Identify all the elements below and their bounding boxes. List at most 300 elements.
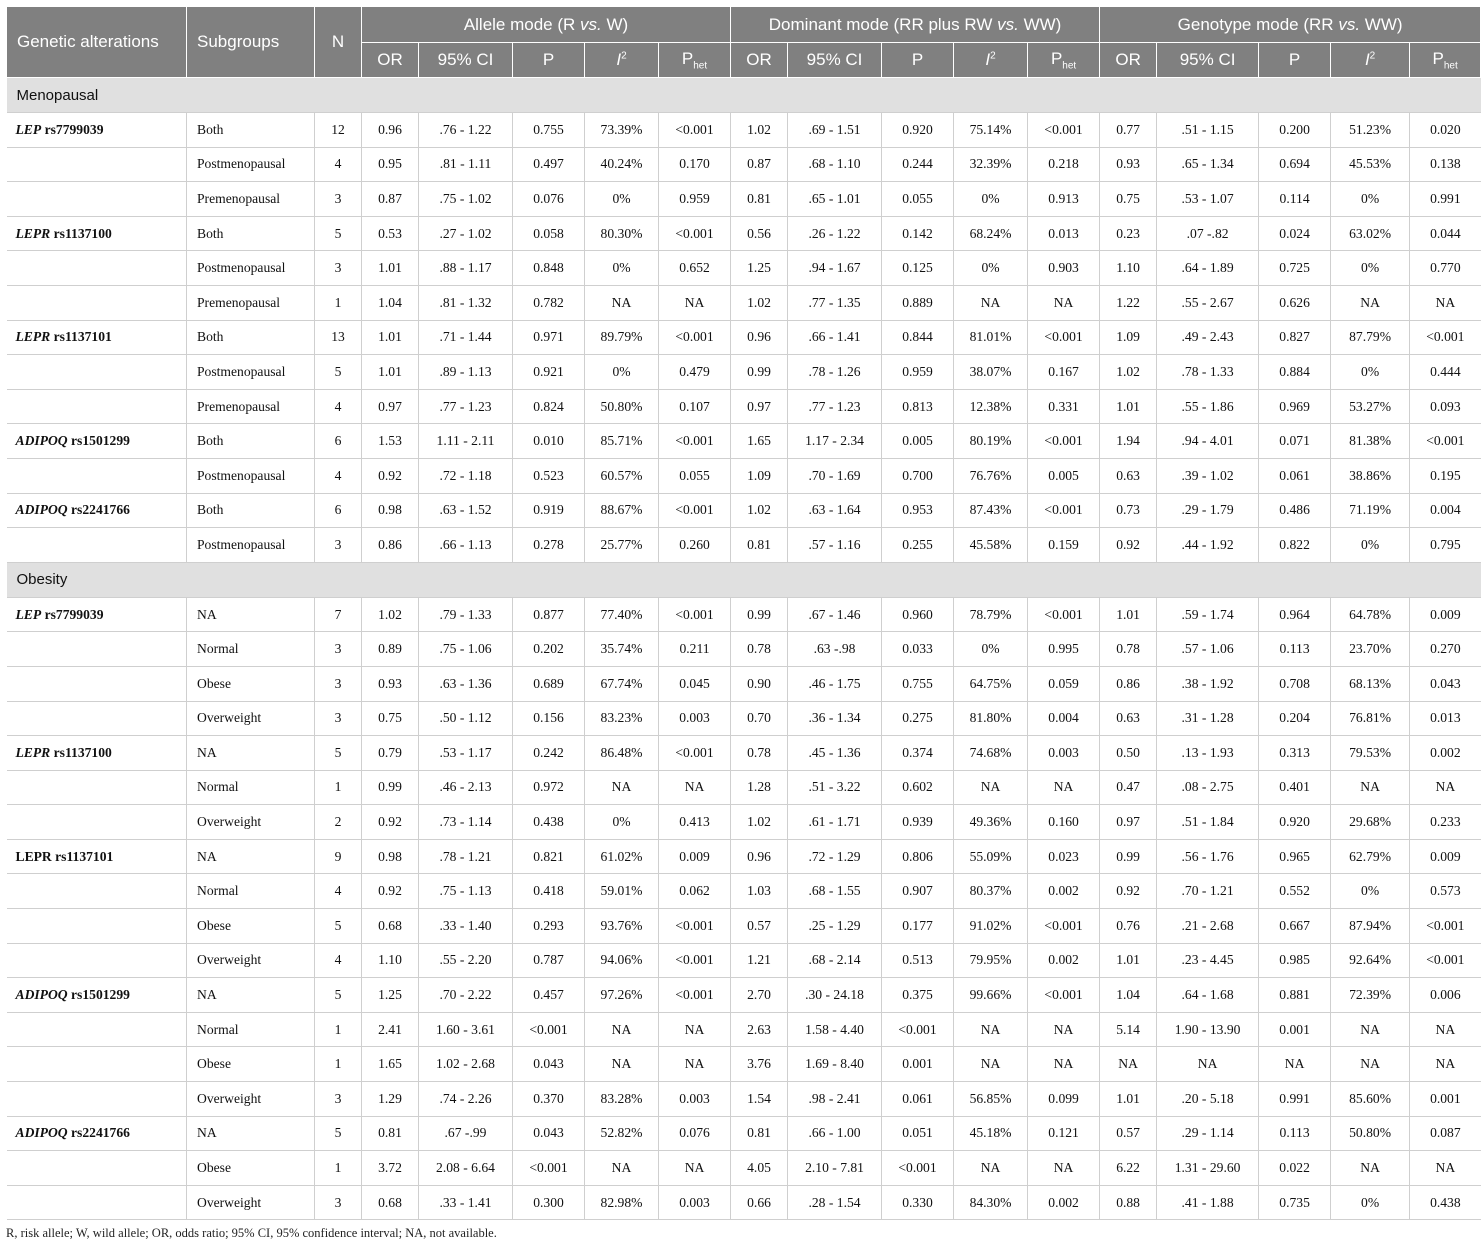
cell-dominant-or: 0.56 <box>731 216 788 251</box>
cell-genotype-p: 0.001 <box>1259 1012 1331 1047</box>
cell-allele-phet: 0.003 <box>659 1082 731 1117</box>
cell-dominant-i2: 32.39% <box>954 147 1028 182</box>
cell-dominant-phet: NA <box>1028 1151 1100 1186</box>
cell-dominant-or: 1.02 <box>731 285 788 320</box>
cell-genotype-p: 0.920 <box>1259 805 1331 840</box>
table-row <box>7 736 1481 771</box>
cell-allele-phet: <0.001 <box>659 493 731 528</box>
cell-allele-or: 0.92 <box>362 458 419 493</box>
cell-genotype-or: 0.73 <box>1100 493 1157 528</box>
cell-dominant-p: <0.001 <box>882 1151 954 1186</box>
cell-genotype-or: 1.02 <box>1100 355 1157 390</box>
cell-subgroup: Normal <box>187 874 315 909</box>
table-row <box>7 1082 1481 1117</box>
cell-dominant-phet: 0.059 <box>1028 666 1100 701</box>
cell-allele-or: 1.25 <box>362 978 419 1013</box>
cell-dominant-i2: 49.36% <box>954 805 1028 840</box>
cell-dominant-ci: .67 - 1.46 <box>788 597 882 632</box>
cell-allele-ci: .55 - 2.20 <box>419 943 513 978</box>
cell-dominant-p: 0.375 <box>882 978 954 1013</box>
cell-allele-or: 1.01 <box>362 251 419 286</box>
cell-dominant-i2: 55.09% <box>954 839 1028 874</box>
cell-allele-phet: NA <box>659 285 731 320</box>
cell-allele-ci: .46 - 2.13 <box>419 770 513 805</box>
cell-genotype-i2: 92.64% <box>1331 943 1410 978</box>
cell-allele-or: 0.86 <box>362 528 419 563</box>
cell-genotype-or: 1.10 <box>1100 251 1157 286</box>
cell-genotype-ci: .21 - 2.68 <box>1157 909 1259 944</box>
cell-dominant-ci: .98 - 2.41 <box>788 1082 882 1117</box>
cell-genotype-or: 0.77 <box>1100 113 1157 148</box>
cell-allele-p: 0.497 <box>513 147 585 182</box>
table-row <box>7 805 1481 840</box>
cell-subgroup: NA <box>187 736 315 771</box>
cell-dominant-p: 0.244 <box>882 147 954 182</box>
cell-allele-or: 0.99 <box>362 770 419 805</box>
cell-dominant-or: 1.54 <box>731 1082 788 1117</box>
cell-allele-phet: 0.055 <box>659 458 731 493</box>
cell-allele-phet: 0.045 <box>659 666 731 701</box>
cell-subgroup: Obese <box>187 909 315 944</box>
cell-genetic-alteration <box>7 1185 187 1220</box>
cell-genotype-ci: .38 - 1.92 <box>1157 666 1259 701</box>
cell-dominant-phet: <0.001 <box>1028 320 1100 355</box>
cell-allele-ci: .63 - 1.52 <box>419 493 513 528</box>
cell-genotype-i2: 38.86% <box>1331 458 1410 493</box>
table-row <box>7 389 1481 424</box>
cell-dominant-phet: <0.001 <box>1028 113 1100 148</box>
cell-allele-p: 0.043 <box>513 1047 585 1082</box>
cell-genotype-or: 1.09 <box>1100 320 1157 355</box>
cell-genotype-ci: .13 - 1.93 <box>1157 736 1259 771</box>
cell-dominant-ci: .26 - 1.22 <box>788 216 882 251</box>
cell-allele-phet: NA <box>659 1012 731 1047</box>
cell-genetic-alteration: LEPR rs1137100 <box>7 216 187 251</box>
cell-dominant-i2: NA <box>954 1151 1028 1186</box>
cell-genotype-i2: 50.80% <box>1331 1116 1410 1151</box>
cell-allele-phet: NA <box>659 770 731 805</box>
cell-allele-or: 0.96 <box>362 113 419 148</box>
cell-dominant-p: 0.513 <box>882 943 954 978</box>
cell-dominant-ci: 1.69 - 8.40 <box>788 1047 882 1082</box>
cell-dominant-or: 1.02 <box>731 805 788 840</box>
header-genotype-p: P <box>1259 43 1331 78</box>
cell-genotype-ci: .64 - 1.68 <box>1157 978 1259 1013</box>
table-row <box>7 424 1481 459</box>
cell-dominant-phet: 0.995 <box>1028 632 1100 667</box>
cell-dominant-i2: NA <box>954 1047 1028 1082</box>
cell-allele-i2: 0% <box>585 182 659 217</box>
cell-genotype-i2: NA <box>1331 1012 1410 1047</box>
cell-dominant-i2: 78.79% <box>954 597 1028 632</box>
cell-genotype-or: 1.01 <box>1100 943 1157 978</box>
cell-dominant-phet: <0.001 <box>1028 909 1100 944</box>
cell-allele-i2: 88.67% <box>585 493 659 528</box>
cell-genotype-or: 5.14 <box>1100 1012 1157 1047</box>
header-genetic-alterations: Genetic alterations <box>7 7 187 78</box>
cell-dominant-i2: 74.68% <box>954 736 1028 771</box>
cell-dominant-i2: 0% <box>954 182 1028 217</box>
cell-dominant-phet: 0.160 <box>1028 805 1100 840</box>
cell-genotype-ci: NA <box>1157 1047 1259 1082</box>
cell-allele-i2: 82.98% <box>585 1185 659 1220</box>
cell-dominant-phet: 0.004 <box>1028 701 1100 736</box>
cell-allele-ci: .75 - 1.02 <box>419 182 513 217</box>
header-genotype-phet: $P_{het}$ <box>1410 43 1481 78</box>
cell-allele-p: 0.971 <box>513 320 585 355</box>
cell-genotype-ci: 1.90 - 13.90 <box>1157 1012 1259 1047</box>
cell-allele-p: 0.438 <box>513 805 585 840</box>
cell-genotype-p: 0.204 <box>1259 701 1331 736</box>
table-row <box>7 1116 1481 1151</box>
cell-genetic-alteration <box>7 1047 187 1082</box>
cell-subgroup: Overweight <box>187 1185 315 1220</box>
cell-allele-ci: .70 - 2.22 <box>419 978 513 1013</box>
cell-allele-p: 0.418 <box>513 874 585 909</box>
cell-dominant-or: 1.03 <box>731 874 788 909</box>
cell-dominant-i2: NA <box>954 770 1028 805</box>
cell-genotype-phet: 0.087 <box>1410 1116 1481 1151</box>
cell-allele-or: 0.98 <box>362 839 419 874</box>
cell-genetic-alteration: ADIPOQ rs2241766 <box>7 493 187 528</box>
cell-allele-phet: NA <box>659 1151 731 1186</box>
cell-allele-or: 1.01 <box>362 320 419 355</box>
table-footnote: R, risk allele; W, wild allele; OR, odds ratio; 95% CI, 95% confidence interval; NA, not available. <box>6 1226 497 1241</box>
cell-n: 12 <box>315 113 362 148</box>
cell-genetic-alteration: ADIPOQ rs1501299 <box>7 424 187 459</box>
cell-genetic-alteration <box>7 632 187 667</box>
cell-dominant-ci: .66 - 1.00 <box>788 1116 882 1151</box>
cell-genotype-phet: 0.991 <box>1410 182 1481 217</box>
cell-allele-or: 1.01 <box>362 355 419 390</box>
cell-allele-or: 0.92 <box>362 874 419 909</box>
table-row <box>7 1012 1481 1047</box>
table-row <box>7 909 1481 944</box>
cell-dominant-ci: .46 - 1.75 <box>788 666 882 701</box>
cell-allele-ci: .81 - 1.32 <box>419 285 513 320</box>
cell-genotype-ci: .94 - 4.01 <box>1157 424 1259 459</box>
cell-genotype-p: 0.991 <box>1259 1082 1331 1117</box>
cell-genotype-ci: .29 - 1.79 <box>1157 493 1259 528</box>
cell-genotype-ci: .29 - 1.14 <box>1157 1116 1259 1151</box>
cell-allele-ci: .81 - 1.11 <box>419 147 513 182</box>
cell-dominant-p: <0.001 <box>882 1012 954 1047</box>
cell-allele-p: <0.001 <box>513 1012 585 1047</box>
cell-dominant-p: 0.907 <box>882 874 954 909</box>
cell-dominant-or: 0.90 <box>731 666 788 701</box>
cell-genotype-ci: .56 - 1.76 <box>1157 839 1259 874</box>
cell-genotype-ci: .08 - 2.75 <box>1157 770 1259 805</box>
cell-allele-p: 0.755 <box>513 113 585 148</box>
cell-dominant-or: 1.65 <box>731 424 788 459</box>
cell-genotype-i2: 0% <box>1331 355 1410 390</box>
cell-genotype-i2: 72.39% <box>1331 978 1410 1013</box>
cell-dominant-ci: .68 - 2.14 <box>788 943 882 978</box>
cell-dominant-ci: 2.10 - 7.81 <box>788 1151 882 1186</box>
cell-dominant-phet: 0.003 <box>1028 736 1100 771</box>
cell-genotype-ci: .59 - 1.74 <box>1157 597 1259 632</box>
cell-dominant-i2: 12.38% <box>954 389 1028 424</box>
cell-genotype-or: 1.01 <box>1100 1082 1157 1117</box>
cell-allele-i2: 97.26% <box>585 978 659 1013</box>
cell-dominant-p: 0.374 <box>882 736 954 771</box>
header-dominant-p: P <box>882 43 954 78</box>
cell-allele-or: 0.79 <box>362 736 419 771</box>
table-row <box>7 182 1481 217</box>
cell-allele-or: 3.72 <box>362 1151 419 1186</box>
cell-n: 13 <box>315 320 362 355</box>
table-row <box>7 839 1481 874</box>
cell-genotype-p: 0.486 <box>1259 493 1331 528</box>
cell-allele-i2: 59.01% <box>585 874 659 909</box>
cell-genotype-p: 0.969 <box>1259 389 1331 424</box>
cell-genotype-or: 0.78 <box>1100 632 1157 667</box>
table-row <box>7 458 1481 493</box>
cell-subgroup: Overweight <box>187 805 315 840</box>
cell-allele-ci: 1.60 - 3.61 <box>419 1012 513 1047</box>
cell-allele-ci: .75 - 1.13 <box>419 874 513 909</box>
cell-dominant-p: 0.939 <box>882 805 954 840</box>
cell-dominant-p: 0.813 <box>882 389 954 424</box>
cell-genotype-ci: .39 - 1.02 <box>1157 458 1259 493</box>
cell-dominant-phet: NA <box>1028 770 1100 805</box>
cell-subgroup: Both <box>187 113 315 148</box>
cell-allele-p: <0.001 <box>513 1151 585 1186</box>
cell-n: 6 <box>315 493 362 528</box>
cell-genotype-i2: 68.13% <box>1331 666 1410 701</box>
cell-allele-ci: .33 - 1.41 <box>419 1185 513 1220</box>
cell-dominant-or: 0.81 <box>731 528 788 563</box>
cell-allele-phet: 0.003 <box>659 701 731 736</box>
cell-n: 9 <box>315 839 362 874</box>
cell-allele-i2: 0% <box>585 251 659 286</box>
table-row <box>7 1047 1481 1082</box>
cell-genotype-ci: .53 - 1.07 <box>1157 182 1259 217</box>
cell-n: 5 <box>315 216 362 251</box>
cell-dominant-ci: .65 - 1.01 <box>788 182 882 217</box>
cell-dominant-ci: .61 - 1.71 <box>788 805 882 840</box>
cell-allele-phet: 0.959 <box>659 182 731 217</box>
cell-dominant-ci: 1.58 - 4.40 <box>788 1012 882 1047</box>
cell-allele-phet: 0.413 <box>659 805 731 840</box>
cell-genotype-p: 0.965 <box>1259 839 1331 874</box>
cell-dominant-i2: 0% <box>954 632 1028 667</box>
cell-genetic-alteration <box>7 909 187 944</box>
cell-dominant-i2: 38.07% <box>954 355 1028 390</box>
cell-dominant-i2: 76.76% <box>954 458 1028 493</box>
cell-allele-p: 0.689 <box>513 666 585 701</box>
cell-allele-i2: 50.80% <box>585 389 659 424</box>
cell-genotype-p: 0.884 <box>1259 355 1331 390</box>
cell-dominant-phet: 0.159 <box>1028 528 1100 563</box>
cell-dominant-or: 3.76 <box>731 1047 788 1082</box>
cell-allele-or: 1.04 <box>362 285 419 320</box>
cell-dominant-i2: 64.75% <box>954 666 1028 701</box>
cell-dominant-p: 0.602 <box>882 770 954 805</box>
cell-dominant-ci: 1.17 - 2.34 <box>788 424 882 459</box>
cell-n: 3 <box>315 1082 362 1117</box>
cell-allele-p: 0.921 <box>513 355 585 390</box>
cell-allele-or: 0.68 <box>362 1185 419 1220</box>
cell-genotype-ci: .65 - 1.34 <box>1157 147 1259 182</box>
table-row <box>7 666 1481 701</box>
cell-genetic-alteration <box>7 770 187 805</box>
cell-allele-or: 1.53 <box>362 424 419 459</box>
header-dominant-phet: $P_{het}$ <box>1028 43 1100 78</box>
cell-subgroup: Normal <box>187 770 315 805</box>
cell-genotype-phet: 0.233 <box>1410 805 1481 840</box>
cell-subgroup: Premenopausal <box>187 285 315 320</box>
cell-dominant-p: 0.330 <box>882 1185 954 1220</box>
cell-allele-p: 0.202 <box>513 632 585 667</box>
cell-genetic-alteration: LEPR rs1137101 <box>7 839 187 874</box>
cell-genotype-phet: <0.001 <box>1410 909 1481 944</box>
cell-genetic-alteration: LEPR rs1137100 <box>7 736 187 771</box>
cell-dominant-phet: 0.002 <box>1028 943 1100 978</box>
cell-allele-phet: 0.009 <box>659 839 731 874</box>
cell-genotype-phet: 0.009 <box>1410 839 1481 874</box>
cell-genetic-alteration <box>7 874 187 909</box>
cell-genotype-p: 0.113 <box>1259 1116 1331 1151</box>
cell-allele-or: 1.65 <box>362 1047 419 1082</box>
cell-allele-i2: 67.74% <box>585 666 659 701</box>
cell-genotype-phet: 0.043 <box>1410 666 1481 701</box>
cell-allele-ci: .50 - 1.12 <box>419 701 513 736</box>
cell-allele-i2: 93.76% <box>585 909 659 944</box>
cell-genotype-i2: 0% <box>1331 182 1410 217</box>
cell-genotype-i2: 63.02% <box>1331 216 1410 251</box>
cell-subgroup: Both <box>187 320 315 355</box>
section-row <box>7 562 1481 597</box>
cell-dominant-ci: .36 - 1.34 <box>788 701 882 736</box>
cell-genotype-or: 1.04 <box>1100 978 1157 1013</box>
cell-dominant-p: 0.142 <box>882 216 954 251</box>
cell-dominant-ci: .77 - 1.35 <box>788 285 882 320</box>
cell-dominant-ci: .66 - 1.41 <box>788 320 882 355</box>
cell-allele-p: 0.821 <box>513 839 585 874</box>
cell-dominant-p: 0.959 <box>882 355 954 390</box>
cell-n: 5 <box>315 978 362 1013</box>
cell-allele-i2: 85.71% <box>585 424 659 459</box>
cell-allele-or: 0.68 <box>362 909 419 944</box>
cell-dominant-ci: .69 - 1.51 <box>788 113 882 148</box>
cell-n: 3 <box>315 528 362 563</box>
cell-allele-i2: 94.06% <box>585 943 659 978</box>
cell-n: 5 <box>315 736 362 771</box>
cell-genotype-ci: 1.31 - 29.60 <box>1157 1151 1259 1186</box>
cell-genetic-alteration <box>7 701 187 736</box>
cell-dominant-phet: NA <box>1028 1012 1100 1047</box>
cell-dominant-or: 0.78 <box>731 632 788 667</box>
cell-subgroup: Both <box>187 424 315 459</box>
cell-genotype-p: 0.708 <box>1259 666 1331 701</box>
cell-dominant-or: 1.02 <box>731 113 788 148</box>
cell-dominant-or: 0.81 <box>731 182 788 217</box>
cell-allele-ci: 1.02 - 2.68 <box>419 1047 513 1082</box>
cell-dominant-or: 0.70 <box>731 701 788 736</box>
cell-dominant-p: 0.005 <box>882 424 954 459</box>
cell-genotype-phet: NA <box>1410 770 1481 805</box>
cell-subgroup: Postmenopausal <box>187 251 315 286</box>
cell-dominant-ci: .94 - 1.67 <box>788 251 882 286</box>
cell-genotype-p: 0.024 <box>1259 216 1331 251</box>
cell-allele-phet: <0.001 <box>659 320 731 355</box>
cell-allele-p: 0.523 <box>513 458 585 493</box>
header-allele-or: OR <box>362 43 419 78</box>
cell-dominant-phet: <0.001 <box>1028 978 1100 1013</box>
cell-subgroup: NA <box>187 597 315 632</box>
header-genotype-mode: Genotype mode (RR vs. WW) <box>1100 7 1481 43</box>
cell-allele-or: 1.29 <box>362 1082 419 1117</box>
cell-allele-or: 0.81 <box>362 1116 419 1151</box>
cell-allele-ci: 2.08 - 6.64 <box>419 1151 513 1186</box>
cell-allele-p: 0.076 <box>513 182 585 217</box>
section-row <box>7 78 1481 113</box>
cell-genotype-or: 0.92 <box>1100 874 1157 909</box>
cell-dominant-phet: 0.002 <box>1028 874 1100 909</box>
cell-allele-phet: <0.001 <box>659 978 731 1013</box>
cell-genotype-i2: NA <box>1331 770 1410 805</box>
cell-dominant-or: 0.57 <box>731 909 788 944</box>
cell-allele-ci: .66 - 1.13 <box>419 528 513 563</box>
cell-genotype-or: 0.63 <box>1100 458 1157 493</box>
cell-n: 6 <box>315 424 362 459</box>
cell-allele-or: 1.10 <box>362 943 419 978</box>
cell-allele-phet: 0.211 <box>659 632 731 667</box>
cell-n: 3 <box>315 666 362 701</box>
cell-genotype-or: 0.86 <box>1100 666 1157 701</box>
cell-allele-phet: 0.652 <box>659 251 731 286</box>
header-allele-phet: $P_{het}$ <box>659 43 731 78</box>
cell-allele-ci: .76 - 1.22 <box>419 113 513 148</box>
cell-allele-or: 0.92 <box>362 805 419 840</box>
cell-allele-i2: NA <box>585 285 659 320</box>
header-genotype-i2: $I^2$ <box>1331 43 1410 78</box>
cell-genotype-i2: 0% <box>1331 1185 1410 1220</box>
cell-genotype-i2: 81.38% <box>1331 424 1410 459</box>
cell-allele-ci: .53 - 1.17 <box>419 736 513 771</box>
cell-n: 5 <box>315 1116 362 1151</box>
cell-genotype-p: 0.401 <box>1259 770 1331 805</box>
cell-allele-or: 0.53 <box>362 216 419 251</box>
table-row <box>7 320 1481 355</box>
cell-dominant-ci: .78 - 1.26 <box>788 355 882 390</box>
cell-genotype-or: 1.22 <box>1100 285 1157 320</box>
cell-genotype-p: 0.725 <box>1259 251 1331 286</box>
cell-genetic-alteration <box>7 182 187 217</box>
cell-dominant-i2: 99.66% <box>954 978 1028 1013</box>
cell-subgroup: Obese <box>187 666 315 701</box>
cell-allele-i2: NA <box>585 1012 659 1047</box>
cell-genotype-p: NA <box>1259 1047 1331 1082</box>
cell-genotype-p: 0.822 <box>1259 528 1331 563</box>
cell-n: 5 <box>315 355 362 390</box>
cell-dominant-p: 0.061 <box>882 1082 954 1117</box>
cell-dominant-phet: NA <box>1028 1047 1100 1082</box>
cell-dominant-or: 1.28 <box>731 770 788 805</box>
cell-allele-p: 0.370 <box>513 1082 585 1117</box>
table-row <box>7 251 1481 286</box>
cell-subgroup: Overweight <box>187 1082 315 1117</box>
cell-allele-i2: 77.40% <box>585 597 659 632</box>
cell-n: 1 <box>315 1151 362 1186</box>
cell-dominant-p: 0.806 <box>882 839 954 874</box>
cell-genotype-or: 0.23 <box>1100 216 1157 251</box>
cell-allele-ci: .89 - 1.13 <box>419 355 513 390</box>
cell-genotype-or: 0.57 <box>1100 1116 1157 1151</box>
cell-genotype-i2: 23.70% <box>1331 632 1410 667</box>
cell-n: 2 <box>315 805 362 840</box>
